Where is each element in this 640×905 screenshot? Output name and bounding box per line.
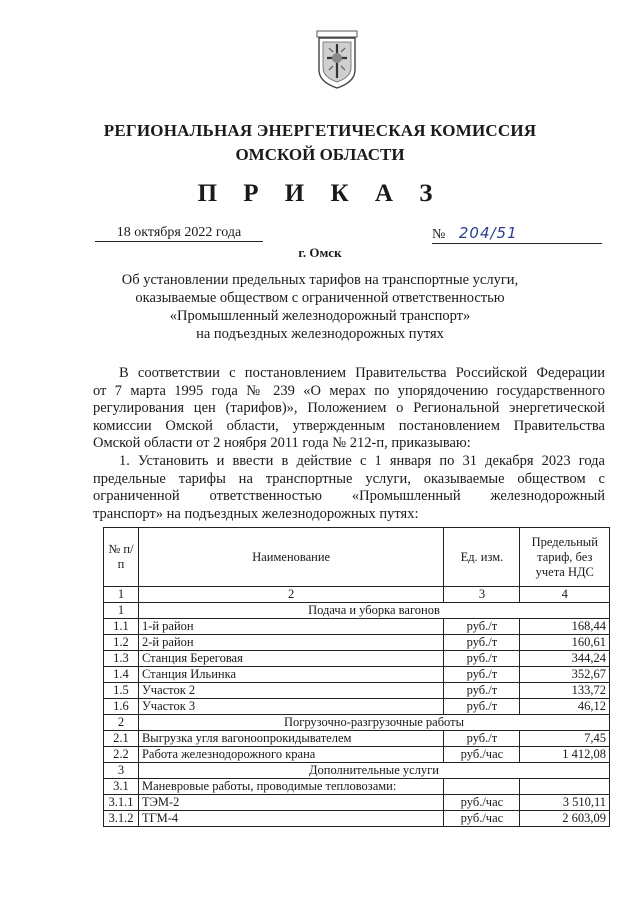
tariff-value: 3 510,11 xyxy=(520,795,610,811)
unit: руб./т xyxy=(444,619,520,635)
service-name: ТГМ-4 xyxy=(138,811,443,827)
unit: руб./т xyxy=(444,635,520,651)
row-number: 2.1 xyxy=(104,731,139,747)
order-date: 18 октября 2022 года xyxy=(95,225,263,242)
table-row xyxy=(104,731,610,747)
tariff-value: 7,45 xyxy=(520,731,610,747)
organization-name-line1: РЕГИОНАЛЬНАЯ ЭНЕРГЕТИЧЕСКАЯ КОМИССИЯ xyxy=(103,121,537,140)
row-number: 1.2 xyxy=(104,635,139,651)
unit: руб./т xyxy=(444,699,520,715)
paragraph-line: Омской области от 2 ноября 2011 года № 212-п, приказываю: xyxy=(93,435,471,452)
row-number: 1.3 xyxy=(104,651,139,667)
paragraph-line: транспорт» на подъездных железнодорожных путях: xyxy=(93,505,419,522)
row-number: 3.1 xyxy=(104,779,139,795)
table-section-row xyxy=(104,715,610,731)
unit: руб./т xyxy=(444,651,520,667)
tariff-value: 168,44 xyxy=(520,619,610,635)
unit: руб./т xyxy=(444,667,520,683)
table-section-row xyxy=(104,763,610,779)
order-subject xyxy=(0,271,640,343)
clause-1-paragraph xyxy=(93,453,605,523)
row-number: 3.1.1 xyxy=(104,795,139,811)
table-index-row xyxy=(104,587,610,603)
tariff-value: 352,67 xyxy=(520,667,610,683)
unit: руб./час xyxy=(444,795,520,811)
service-name: 1-й район xyxy=(138,619,443,635)
table-row xyxy=(104,747,610,763)
section-name: Погрузочно-разгрузочные работы xyxy=(138,715,609,731)
table-header-row xyxy=(104,528,610,587)
unit: руб./час xyxy=(444,811,520,827)
order-number-label: № xyxy=(432,227,446,242)
service-name: Станция Береговая xyxy=(138,651,443,667)
row-number: 2.2 xyxy=(104,747,139,763)
header-tariff: Предельный тариф, без учета НДС xyxy=(520,528,610,587)
table-row xyxy=(104,699,610,715)
table-row xyxy=(104,811,610,827)
table-row xyxy=(104,619,610,635)
subject-line: «Промышленный железнодорожный транспорт» xyxy=(169,308,471,324)
table-row xyxy=(104,779,610,795)
subject-line: оказываемые обществом с ограниченной ответственностью xyxy=(135,290,505,306)
service-name: Станция Ильинка xyxy=(138,667,443,683)
unit: руб./т xyxy=(444,683,520,699)
paragraph-line: В соответствии с постановлением Правительства Российской Федерации xyxy=(119,365,605,381)
row-number: 1.6 xyxy=(104,699,139,715)
tariff-value: 46,12 xyxy=(520,699,610,715)
row-number: 1.1 xyxy=(104,619,139,635)
row-number: 3.1.2 xyxy=(104,811,139,827)
order-number-handwritten: 204/51 xyxy=(458,224,518,242)
paragraph-line: ограниченной ответственностью «Промышленный железнодорожный xyxy=(93,488,605,505)
tariff-value: 133,72 xyxy=(520,683,610,699)
service-name: Маневровые работы, проводимые тепловозами: xyxy=(138,779,443,795)
row-number: 1.5 xyxy=(104,683,139,699)
unit: руб./т xyxy=(444,731,520,747)
tariff-value: 160,61 xyxy=(520,635,610,651)
organization-name-line2: ОМСКОЙ ОБЛАСТИ xyxy=(235,145,405,164)
index-cell: 1 xyxy=(104,587,139,603)
city-name: г. Омск xyxy=(298,245,342,260)
paragraph-line: регулирования цен (тарифов)», Положением о Региональной энергетической xyxy=(93,400,605,417)
subject-line: на подъездных железнодорожных путях xyxy=(196,326,444,342)
document-type-title: П Р И К А З xyxy=(197,180,443,207)
service-name: 2-й район xyxy=(138,635,443,651)
table-row xyxy=(104,667,610,683)
row-number: 1 xyxy=(104,603,139,619)
tariff-table xyxy=(103,527,610,827)
row-number: 1.4 xyxy=(104,667,139,683)
table-section-row xyxy=(104,603,610,619)
unit xyxy=(444,779,520,795)
index-cell: 3 xyxy=(444,587,520,603)
preamble-paragraph xyxy=(93,365,605,453)
order-number-field xyxy=(432,224,602,244)
service-name: Участок 3 xyxy=(138,699,443,715)
service-name: Участок 2 xyxy=(138,683,443,699)
header-name: Наименование xyxy=(138,528,443,587)
service-name: Работа железнодорожного крана xyxy=(138,747,443,763)
header-unit: Ед. изм. xyxy=(444,528,520,587)
index-cell: 4 xyxy=(520,587,610,603)
tariff-value: 2 603,09 xyxy=(520,811,610,827)
table-row xyxy=(104,651,610,667)
table-row xyxy=(104,635,610,651)
section-name: Подача и уборка вагонов xyxy=(138,603,609,619)
row-number: 3 xyxy=(104,763,139,779)
paragraph-line: 1. Установить и ввести в действие с 1 января по 31 декабря 2023 года xyxy=(119,453,605,469)
table-row xyxy=(104,683,610,699)
unit: руб./час xyxy=(444,747,520,763)
tariff-value: 1 412,08 xyxy=(520,747,610,763)
paragraph-line: комиссии Омской области, утвержденным постановлением Правительства xyxy=(93,417,605,434)
coat-of-arms-icon xyxy=(315,30,359,90)
paragraph-line: от 7 марта 1995 года № 239 «О мерах по упорядочению государственного xyxy=(93,382,605,399)
section-name: Дополнительные услуги xyxy=(138,763,609,779)
service-name: ТЭМ-2 xyxy=(138,795,443,811)
row-number: 2 xyxy=(104,715,139,731)
tariff-value: 344,24 xyxy=(520,651,610,667)
index-cell: 2 xyxy=(138,587,443,603)
table-row xyxy=(104,795,610,811)
header-number: № п/п xyxy=(104,528,139,587)
tariff-value xyxy=(520,779,610,795)
subject-line: Об установлении предельных тарифов на транспортные услуги, xyxy=(121,272,519,288)
paragraph-line: предельные тарифы на транспортные услуги, оказываемые обществом с xyxy=(93,470,605,487)
service-name: Выгрузка угля вагоноопрокидывателем xyxy=(138,731,443,747)
